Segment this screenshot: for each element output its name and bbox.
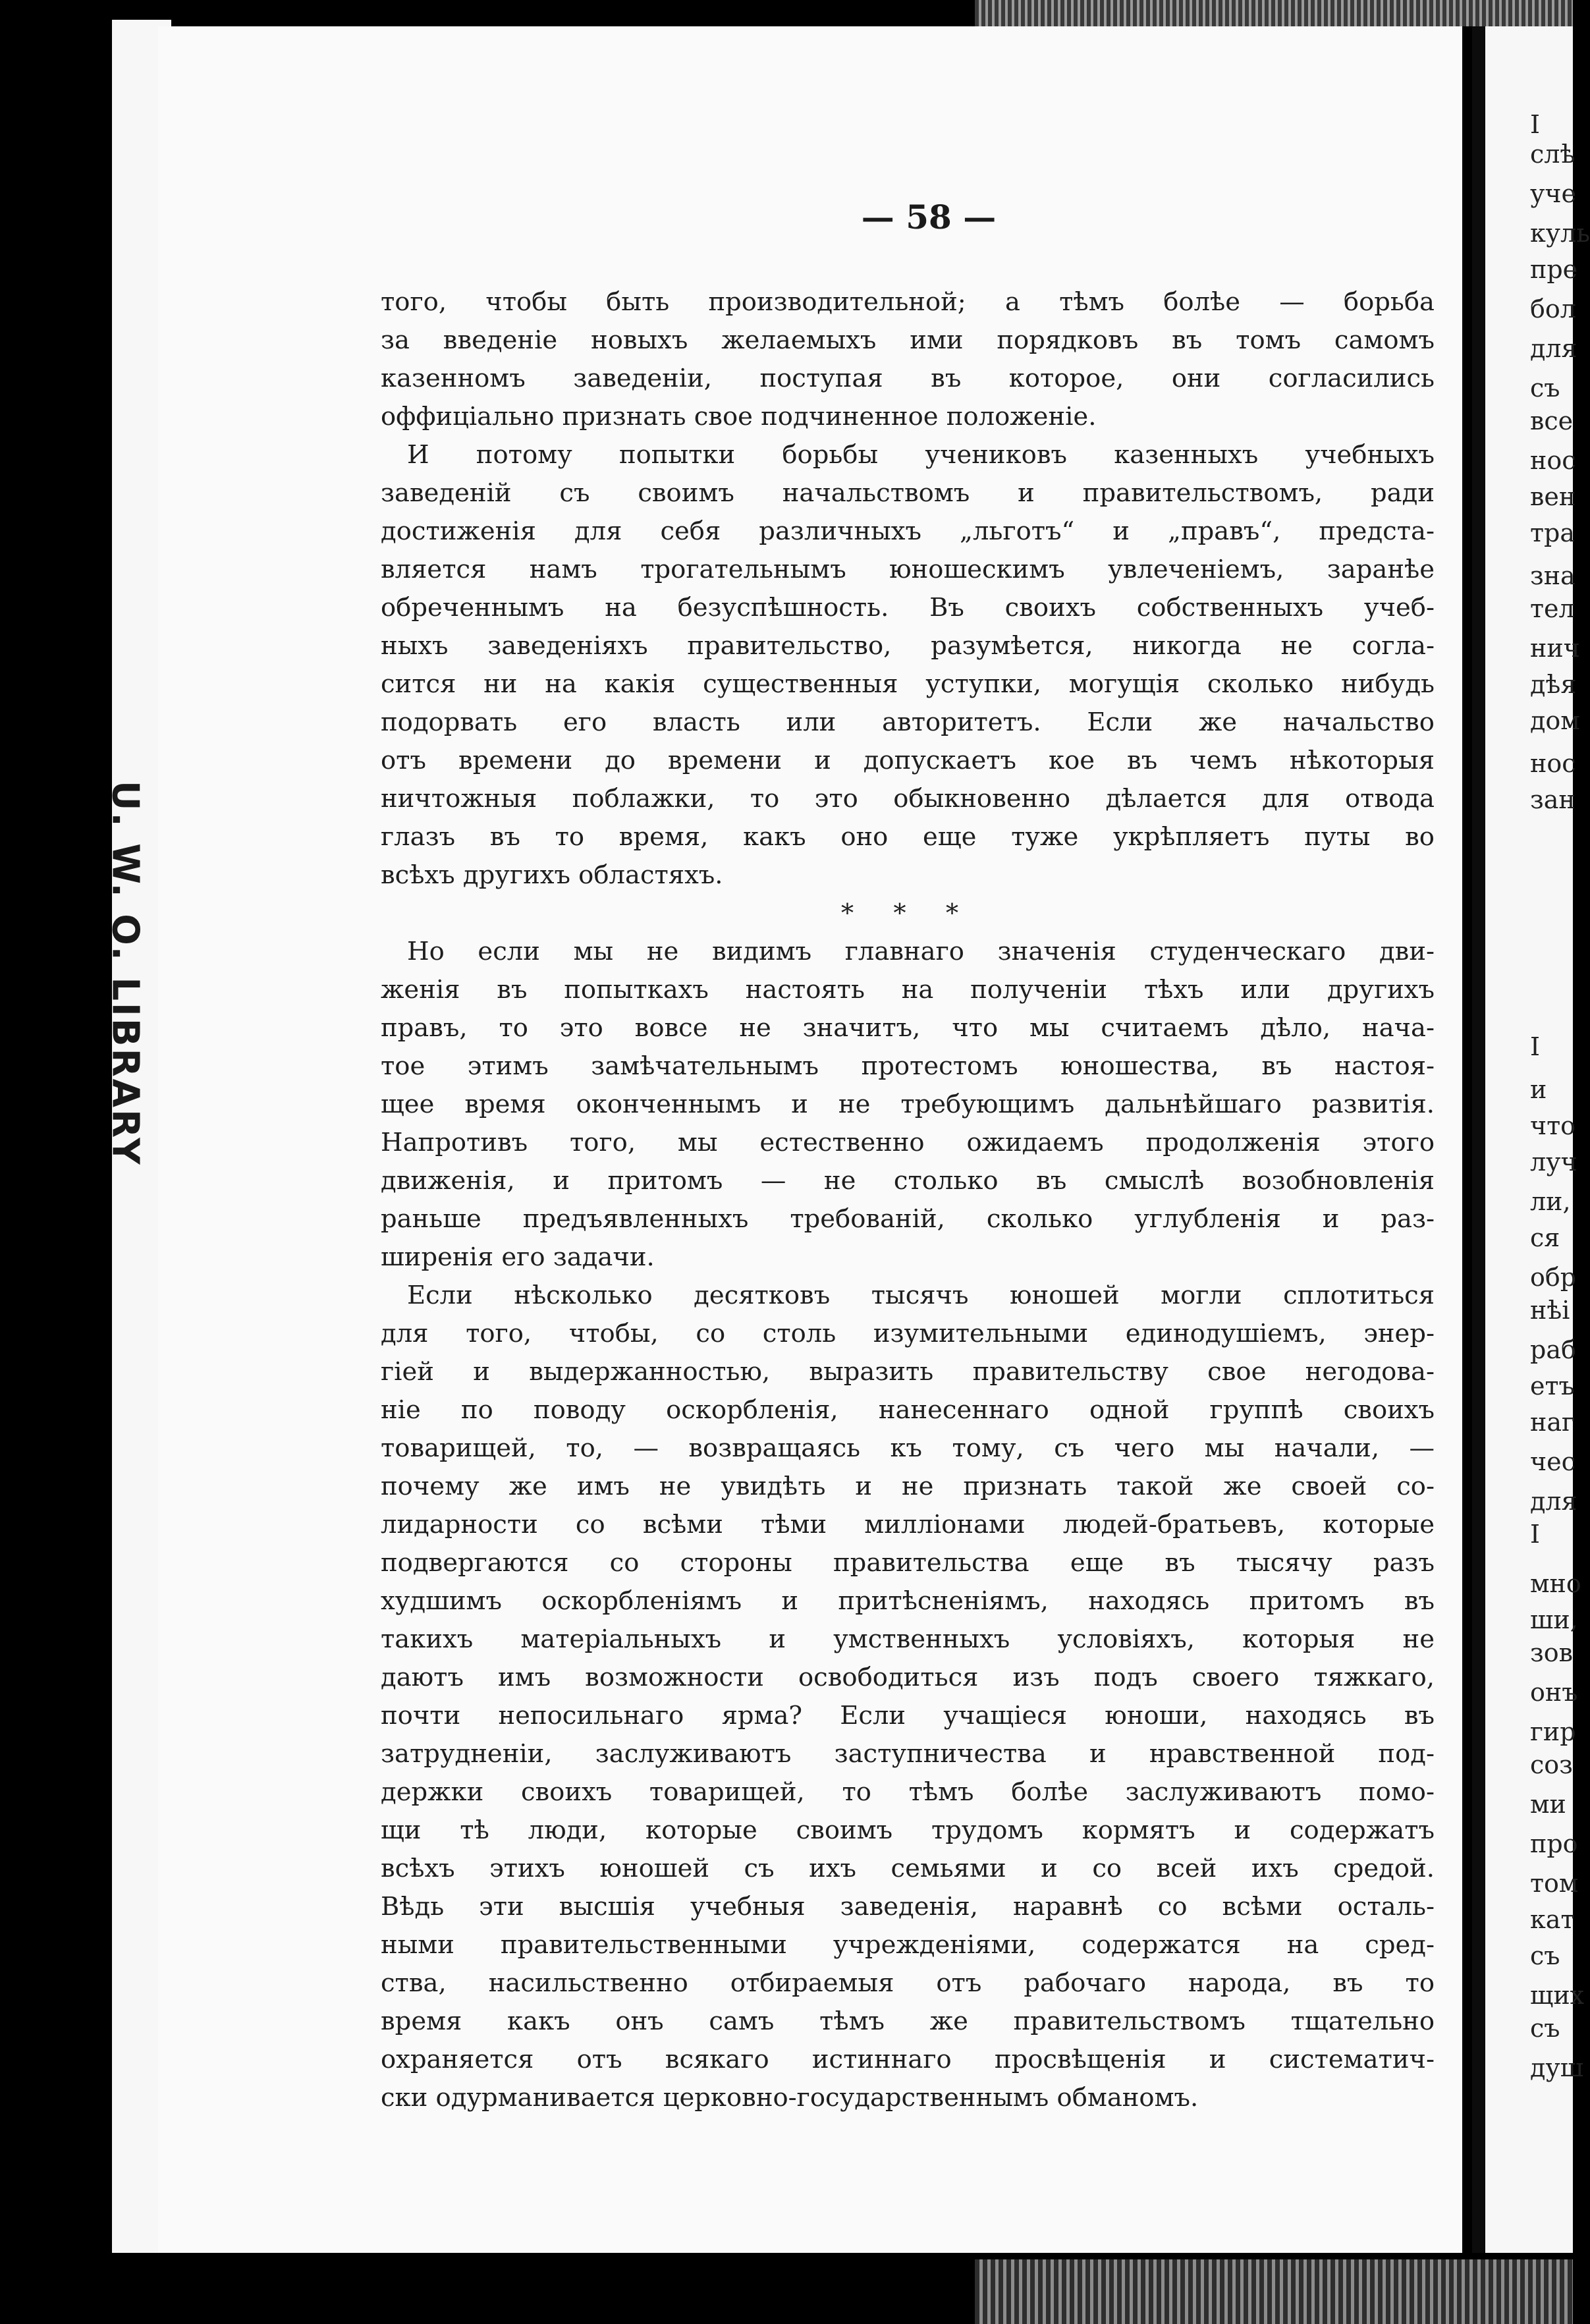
facing-page-fragment: раб [1530, 1335, 1576, 1364]
text-line: раньше предъявленныхъ требованій, сколько углубленія и рaз- [381, 1204, 1435, 1234]
facing-page-fragment: етъ [1530, 1371, 1575, 1400]
page-gutter [1472, 26, 1487, 2253]
facing-page-fragment: куль [1530, 219, 1590, 248]
text-line: подвергаются со стороны правительства еще въ тысячу разъ [381, 1548, 1435, 1578]
text-line: за введеніе новыхъ желаемыхъ ими порядковъ въ томъ самомъ [381, 325, 1435, 355]
facing-page-fragment: для [1530, 1487, 1577, 1516]
facing-page-fragment: дом [1530, 706, 1580, 735]
text-line: почти непосильнаго ярма? Если учащіеся юноши, находясь въ [381, 1701, 1435, 1730]
facing-page-fragment: луч [1530, 1148, 1577, 1176]
facing-page-fragment: гир [1530, 1717, 1576, 1746]
text-line: ширенія его задачи. [381, 1242, 655, 1272]
text-line: щи тѣ люди, которые своимъ трудомъ кормятъ и содержатъ [381, 1815, 1435, 1845]
facing-page-fragment: нос [1530, 749, 1576, 778]
facing-page-fragment: съ [1530, 2014, 1560, 2043]
facing-page-fragment: I [1530, 1520, 1541, 1549]
text-line: охраняется отъ всякаго истиннаго просвѣщенія и систематич- [381, 2045, 1435, 2074]
text-line: ства, насильственно отбираемыя отъ рабочаго народа, въ то [381, 1968, 1435, 1998]
facing-page-fragment: слѣ [1530, 140, 1576, 169]
facing-page-fragment: ся [1530, 1223, 1560, 1252]
text-line: казенномъ заведеніи, поступая въ которое, они согласились [381, 364, 1435, 393]
text-line: всѣхъ другихъ областяхъ. [381, 860, 723, 890]
text-line: тое этимъ замѣчательнымъ протестомъ юношества, въ настоя- [381, 1051, 1435, 1081]
facing-page-fragment: вен [1530, 482, 1576, 511]
text-line: того, чтобы быть производительной; а тѣмъ болѣе — борьба [381, 287, 1435, 317]
text-line: держки своихъ товарищей, то тѣмъ болѣе заслуживаютъ помо- [381, 1777, 1435, 1807]
facing-page-fragment: ли, [1530, 1187, 1571, 1216]
text-line: достиженія для себя различныхъ „льготъ“ и „правъ“, предста- [381, 516, 1435, 546]
text-line: даютъ имъ возможности освободиться изъ подъ своего тяжкаго, [381, 1663, 1435, 1692]
text-line: ныхъ заведеніяхъ правительство, разумѣется, никогда не согла- [381, 631, 1435, 661]
facing-page-fragment: душ [1530, 2053, 1584, 2082]
scan-border-top [975, 0, 1573, 26]
text-line: Напротивъ того, мы естественно ожидаемъ продолженія этого [381, 1128, 1435, 1157]
text-line: отъ времени до времени и допускаетъ кое въ чемъ нѣкоторыя [381, 746, 1435, 775]
facing-page-fragment: тра [1530, 518, 1576, 547]
text-line: глазъ въ то время, какъ оно еще туже укрѣпляетъ путы во [381, 822, 1435, 852]
text-line: лидарности со всѣми тѣми милліонами людей-братьевъ, которые [381, 1510, 1435, 1539]
facing-page-fragment: что [1530, 1111, 1576, 1140]
facing-page-fragment: I [1530, 110, 1541, 139]
text-line: время какъ онъ самъ тѣмъ же правительствомъ тщательно [381, 2006, 1435, 2036]
facing-page-fragment: кат [1530, 1905, 1575, 1934]
facing-page-fragment: зов [1530, 1638, 1573, 1667]
facing-page-fragment: зна [1530, 561, 1576, 590]
facing-page-fragment: щих [1530, 1981, 1585, 2010]
text-line: Если нѣсколько десятковъ тысячъ юношей могли сплотиться [407, 1281, 1435, 1310]
facing-page-fragment: про [1530, 1829, 1578, 1858]
facing-page-fragment: зан [1530, 785, 1576, 814]
text-line: Вѣдь эти высшія учебныя заведенія, наравнѣ со всѣми осталь- [381, 1892, 1435, 1922]
facing-page-fragment: для [1530, 334, 1577, 363]
facing-page-fragment: наг [1530, 1408, 1575, 1437]
text-line: для того, чтобы, со столь изумительными единодушіемъ, энер- [381, 1319, 1435, 1348]
page-number: — 58 — [861, 198, 997, 236]
library-stamp-text: U. W. O. LIBRARY [103, 781, 147, 1167]
text-line: всѣхъ этихъ юношей съ ихъ семьями и со всей ихъ средой. [381, 1854, 1435, 1883]
text-line: затрудненіи, заслуживаютъ заступничества и нравственной под- [381, 1739, 1435, 1769]
text-line: оффиціально признать свое подчиненное положеніе. [381, 402, 1097, 431]
facing-page-fragment: мно [1530, 1569, 1581, 1598]
facing-page-fragment: ми [1530, 1790, 1566, 1819]
text-line: гіей и выдержанностью, выразить правительству свое негодова- [381, 1357, 1435, 1387]
facing-page-fragment: обр [1530, 1263, 1577, 1292]
text-line: такихъ матеріальныхъ и умственныхъ условіяхъ, которыя не [381, 1624, 1435, 1654]
facing-page-fragment: тел [1530, 594, 1575, 623]
facing-page-fragment: все [1530, 406, 1574, 435]
facing-page-fragment: бол [1530, 294, 1576, 323]
facing-page-fragment: пре [1530, 255, 1578, 284]
facing-page-fragment: нѣі [1530, 1296, 1570, 1325]
text-line: ніе по поводу оскорбленія, нанесеннаго одной группѣ своихъ [381, 1395, 1435, 1425]
text-line: щее время оконченнымъ и не требующимъ дальнѣйшаго развитія. [381, 1090, 1435, 1119]
facing-page-fragment: и [1530, 1075, 1547, 1104]
text-line: худшимъ оскорбленіямъ и притѣсненіямъ, находясь притомъ въ [381, 1586, 1435, 1616]
facing-page-fragment: съ [1530, 1941, 1560, 1970]
text-line: ски одурманивается церковно-государственнымъ обманомъ. [381, 2083, 1199, 2113]
text-line: И потому попытки борьбы учениковъ казенныхъ учебныхъ [407, 440, 1435, 470]
scan-border-bottom [975, 2259, 1573, 2324]
text-line: ными правительственными учрежденіями, содержатся на сред- [381, 1930, 1435, 1960]
text-line: сится ни на какія существенныя уступки, могущія сколько нибудь [381, 669, 1435, 699]
facing-page-fragment: I [1530, 1032, 1541, 1061]
facing-page-fragment: онъ [1530, 1678, 1578, 1707]
facing-page-fragment: нич [1530, 634, 1580, 663]
text-line: вляется намъ трогательнымъ юношескимъ увлеченіемъ, заранѣе [381, 555, 1435, 584]
text-line: подорвать его власть или авторитетъ. Если же начальство [381, 707, 1435, 737]
text-line: ничтожныя поблажки, то это обыкновенно дѣлается для отвода [381, 784, 1435, 814]
text-line: Но если мы не видимъ главнаго значенія студенческаго дви- [407, 937, 1435, 966]
text-line: почему же имъ не увидѣть и не признать такой же своей со- [381, 1472, 1435, 1501]
main-text [381, 283, 1435, 2117]
facing-page-fragment: соз [1530, 1750, 1573, 1779]
text-line: обреченнымъ на безуспѣшность. Въ своихъ собственныхъ учеб- [381, 593, 1435, 622]
facing-page-fragment: нос [1530, 446, 1576, 475]
facing-page-fragment: дѣя [1530, 670, 1577, 699]
library-stamp [79, 781, 171, 1176]
text-line: * * * [840, 899, 975, 928]
text-line: женія въ попыткахъ настоять на полученіи тѣхъ или другихъ [381, 975, 1435, 1005]
text-line: движенія, и притомъ — не столько въ смыслѣ возобновленія [381, 1166, 1435, 1196]
facing-page-fragment: ши, [1530, 1605, 1578, 1634]
text-line: заведеній съ своимъ начальствомъ и правительствомъ, ради [381, 478, 1435, 508]
text-line: товарищей, то, — возвращаясь къ тому, съ чего мы начали, — [381, 1433, 1435, 1463]
facing-page-fragment: уче [1530, 179, 1576, 208]
facing-page [1485, 26, 1590, 2253]
text-line: правъ, то это вовсе не значитъ, что мы считаемъ дѣло, нача- [381, 1013, 1435, 1043]
facing-page-fragment: чес [1530, 1447, 1576, 1476]
facing-page-fragment: съ [1530, 374, 1560, 402]
facing-page-fragment: том [1530, 1869, 1579, 1898]
